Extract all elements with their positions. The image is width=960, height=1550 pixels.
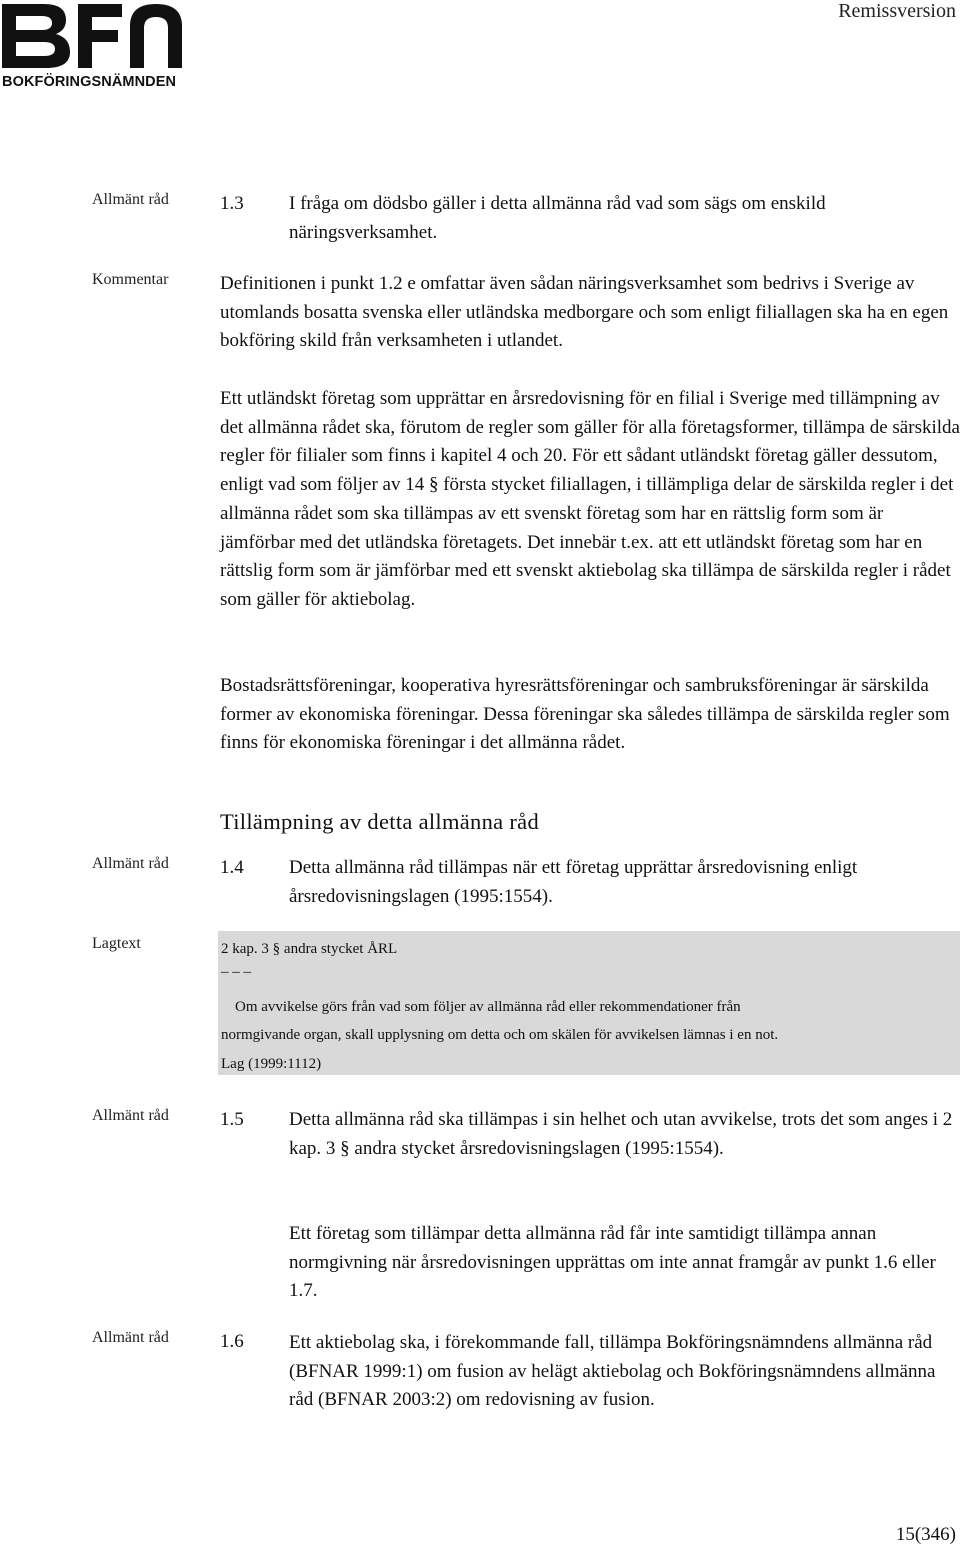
section-text: Detta allmänna råd ska tillämpas i sin helhet och utan avvikelse, trots det som anges i 2 kap. 3 § andra stycket årsredovisningslagen (1995:1554). — [289, 1109, 953, 1159]
logo-subtitle: BOKFÖRINGSNÄMNDEN — [2, 74, 177, 90]
section-heading: Tillämpning av detta allmänna råd — [220, 809, 539, 834]
version-label: Remissversion — [838, 0, 956, 22]
law-text-line: normgivande organ, skall upplysning om detta och om skälen för avvikelsen lämnas i en not. — [221, 1027, 779, 1043]
comment-paragraph: Definitionen i punkt 1.2 e omfattar även sådan näringsverksamhet som bedrivs i Sverige av utomlands bosatta svenska eller utländska medborgare och som enligt filiallagen ska ha en egen bokföring skild från verksamheten i utlandet. — [220, 273, 949, 352]
section-text: I fråga om dödsbo gäller i detta allmänna råd vad som sägs om enskild näringsverksamhet. — [289, 193, 826, 243]
margin-label-allmant-rad: Allmänt råd — [92, 855, 169, 872]
law-citation: Lag (1999:1112) — [221, 1056, 322, 1072]
page-number: 15(346) — [895, 1524, 956, 1545]
margin-label-allmant-rad: Allmänt råd — [92, 191, 169, 208]
margin-label-lagtext: Lagtext — [92, 935, 141, 952]
law-reference: 2 kap. 3 § andra stycket ÅRL — [221, 941, 398, 957]
margin-label-allmant-rad: Allmänt råd — [92, 1329, 169, 1346]
section-number: 1.6 — [220, 1331, 244, 1352]
section-extra-text: Ett företag som tillämpar detta allmänna råd får inte samtidigt tillämpa annan normgivning när årsredovisningen upprättas om inte annat framgår av punkt 1.6 eller 1.7. — [289, 1223, 936, 1302]
comment-paragraph: Bostadsrättsföreningar, kooperativa hyresrättsföreningar och sambruksföreningar är särskilda former av ekonomiska föreningar. Dessa föreningar ska således tillämpa de särskilda regler som finns för ekonomiska föreningar i det allmänna rådet. — [220, 675, 950, 754]
section-text: Ett aktiebolag ska, i förekommande fall, tillämpa Bokföringsnämndens allmänna råd (BFNAR 1999:1) om fusion av helägt aktiebolag och Bokföringsnämndens allmänna råd (BFNAR 2003:2) om redovisning av fusion. — [289, 1332, 936, 1411]
comment-paragraph: Ett utländskt företag som upprättar en årsredovisning för en filial i Sverige med tillämpning av det allmänna rådet ska, förutom de regler som gäller för alla företagsformer, tillämpa de särskilda regler för filialer som finns i kapitel 4 och 20. För ett sådant utländskt företag gäller dessutom, enligt vad som följer av 14 § första stycket filiallagen, i tillämpliga delar de särskilda regler i det allmänna rådet som ska tillämpas av ett svenskt företag som har en rättslig form som är jämförbar med det utländska företagets. Det innebär t.ex. att ett utländskt företag som har en rättslig form som är jämförbar med ett svenskt aktiebolag ska tillämpa de särskilda regler i rådet som gäller för aktiebolag. — [220, 388, 960, 610]
section-number: 1.3 — [220, 193, 244, 214]
law-text-box — [218, 931, 960, 1075]
law-text-line: Om avvikelse görs från vad som följer av allmänna råd eller rekommendationer från — [235, 999, 741, 1015]
margin-label-allmant-rad: Allmänt råd — [92, 1107, 169, 1124]
law-omission-mark: _ _ _ — [221, 959, 251, 975]
margin-label-kommentar: Kommentar — [92, 271, 169, 288]
bfn-logo — [0, 0, 190, 96]
bfn-logo-mark — [0, 0, 190, 70]
section-text: Detta allmänna råd tillämpas när ett företag upprättar årsredovisning enligt årsredovisningslagen (1995:1554). — [289, 857, 858, 907]
section-number: 1.4 — [220, 857, 244, 878]
section-number: 1.5 — [220, 1109, 244, 1130]
